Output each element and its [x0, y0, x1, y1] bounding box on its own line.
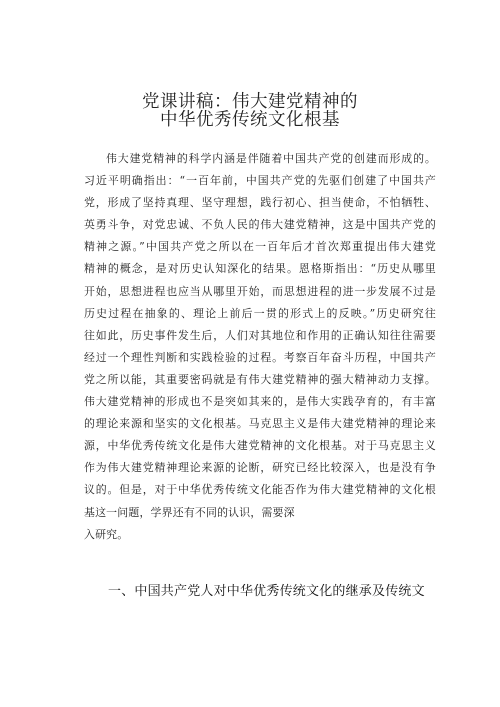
- body-line: 的理论来源和坚实的文化根基。马克思主义是伟大建党精神的理论来: [84, 417, 436, 431]
- body-line: 伟大建党精神的科学内涵是伴随着中国共产党的创建而形成的。: [106, 152, 436, 165]
- body-line: 基这一问题，学界还有不同的认识，需要深: [84, 505, 295, 519]
- body-line: 作为伟大建党精神理论来源的论断，研究已经比较深入，也是没有争: [84, 461, 436, 475]
- document-title-line-1: 党课讲稿：伟大建党精神的: [142, 92, 358, 112]
- body-line: 往如此，历史事件发生后，人们对其地位和作用的正确认知往往需要: [84, 328, 436, 342]
- body-line: 党，形成了坚持真理、坚守理想，践行初心、担当使命，不怕牺牲、: [84, 196, 436, 210]
- body-line: 开始，思想进程也应当从哪里开始，而思想进程的进一步发展不过是: [84, 284, 436, 298]
- body-line: 议的。但是，对于中华优秀传统文化能否作为伟大建党精神的文化根: [84, 483, 436, 497]
- body-line: 入研究。: [84, 527, 129, 541]
- body-line: 源，中华优秀传统文化是伟大建党精神的文化根基。对于马克思主义: [84, 439, 436, 453]
- body-line: 经过一个理性判断和实践检验的过程。考察百年奋斗历程，中国共产: [84, 350, 436, 364]
- body-line: 历史过程在抽象的、理论上前后一贯的形式上的反映。”历史研究往: [84, 306, 436, 320]
- body-line: 党之所以能，其重要密码就是有伟大建党精神的强大精神动力支撑。: [84, 372, 436, 386]
- body-line: 精神之源。”中国共产党之所以在一百年后才首次郑重提出伟大建党: [84, 240, 436, 254]
- section-heading: 一、中国共产党人对中华优秀传统文化的继承及传统文: [108, 584, 425, 599]
- body-line: 伟大建党精神的形成也不是突如其来的，是伟大实践孕育的，有丰富: [84, 395, 436, 409]
- body-line: 英勇斗争，对党忠诚、不负人民的伟大建党精神，这是中国共产党的: [84, 218, 436, 232]
- body-paragraph: [84, 148, 436, 546]
- body-line: 习近平明确指出：“一百年前，中国共产党的先驱们创建了中国共产: [84, 174, 436, 188]
- document-title-line-2: 中华优秀传统文化根基: [160, 110, 340, 130]
- body-line: 精神的概念，是对历史认知深化的结果。恩格斯指出：“历史从哪里: [84, 262, 436, 276]
